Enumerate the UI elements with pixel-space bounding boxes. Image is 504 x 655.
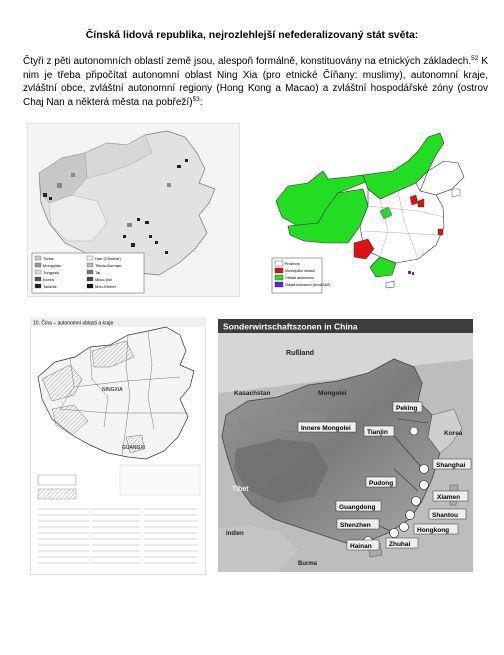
- label-peking: Peking: [396, 405, 418, 412]
- sez-map-title: Sonderwirtschaftszonen in China: [223, 321, 358, 332]
- label-hainan: Hainan: [350, 543, 372, 550]
- footnote-52[interactable]: 52: [471, 55, 479, 62]
- sez-map: [218, 319, 473, 572]
- label-tibet: Tibet: [232, 486, 249, 493]
- svg-text:Oblasti autonomní: Oblasti autonomní: [285, 276, 315, 280]
- svg-text:Tai: Tai: [95, 270, 101, 275]
- svg-text:Tungusic: Tungusic: [43, 270, 60, 275]
- label-hongkong: Hongkong: [417, 527, 450, 534]
- svg-text:Turkic: Turkic: [43, 256, 54, 261]
- label-inner-mongolei: Innere Mongolei: [301, 425, 351, 432]
- autonomous-regions-figure: [30, 317, 206, 575]
- label-russland: Rußland: [286, 350, 314, 357]
- svg-text:Provincie: Provincie: [285, 262, 300, 266]
- svg-text:Oblasti autonomní (kl/a/d/SAR): Oblasti autonomní (kl/a/d/SAR): [285, 283, 331, 287]
- admin-map-legend: [272, 258, 330, 293]
- ethnic-map: [27, 123, 240, 297]
- ethnic-map-figure: [27, 123, 240, 297]
- label-tianjin: Tianjin: [367, 429, 388, 436]
- label-pudong: Pudong: [369, 480, 394, 487]
- label-burma: Burma: [298, 561, 318, 567]
- map3-title: 10. Čína – autonomní oblasti a kraje: [33, 320, 114, 327]
- admin-map-figure: [268, 131, 475, 299]
- admin-map: [268, 131, 475, 299]
- label-shantou: Shantou: [432, 512, 458, 519]
- page-title: Čínská lidová republika, nejrozlehlejší nefederalizovaný stát světa:: [85, 29, 419, 41]
- svg-text:Korea: Korea: [43, 277, 54, 282]
- svg-text:Mongolian: Mongolian: [43, 263, 62, 268]
- footnote-53[interactable]: 53: [192, 95, 200, 103]
- svg-text:Tadzhik: Tadzhik: [43, 284, 57, 289]
- sez-map-figure: [218, 319, 473, 572]
- label-xiamen: Xiamen: [437, 494, 461, 501]
- label-kasachstan: Kasachstan: [234, 390, 271, 397]
- svg-text:Municipální oblasti: Municipální oblasti: [285, 269, 315, 273]
- svg-text:Mon-Khmer: Mon-Khmer: [95, 284, 116, 289]
- autonomous-regions-map: [30, 317, 206, 575]
- label-mongolei: Mongolei: [318, 390, 347, 397]
- intro-paragraph: [23, 55, 488, 109]
- label-ningxia: NINGXIA: [102, 387, 123, 393]
- intro-text-2: K nim je třeba připočítat autonomní oblast Ning Xia (pro etnické Číňany: muslimy), autonomní kraje, zvláštní obce, zvláštní autonomní regiony (Hong Kong a Macao) a zvláštní hospodářské zóny (ostrov Chaj Nan a některá města na pobřeží): [23, 56, 488, 108]
- svg-text:Han (Chinese): Han (Chinese): [95, 256, 121, 261]
- label-indien: Indien: [226, 531, 244, 537]
- svg-text:Tibeto-Burman: Tibeto-Burman: [95, 263, 122, 268]
- svg-text:Miao-Yao: Miao-Yao: [95, 277, 112, 282]
- label-korea: Korea: [444, 430, 463, 437]
- label-shenzhen: Shenzhen: [340, 522, 371, 529]
- intro-text-1: Čtyři z pěti autonomních oblastí země jsou, alespoň formálně, konstituovány na etnických základech.: [23, 56, 472, 67]
- label-guangxi: GUANGXI: [122, 445, 146, 451]
- intro-text-3: :: [199, 96, 203, 108]
- label-guangdong: Guangdong: [339, 504, 376, 511]
- label-zhuhai: Zhuhai: [389, 541, 411, 548]
- label-shanghai: Shanghai: [436, 462, 466, 469]
